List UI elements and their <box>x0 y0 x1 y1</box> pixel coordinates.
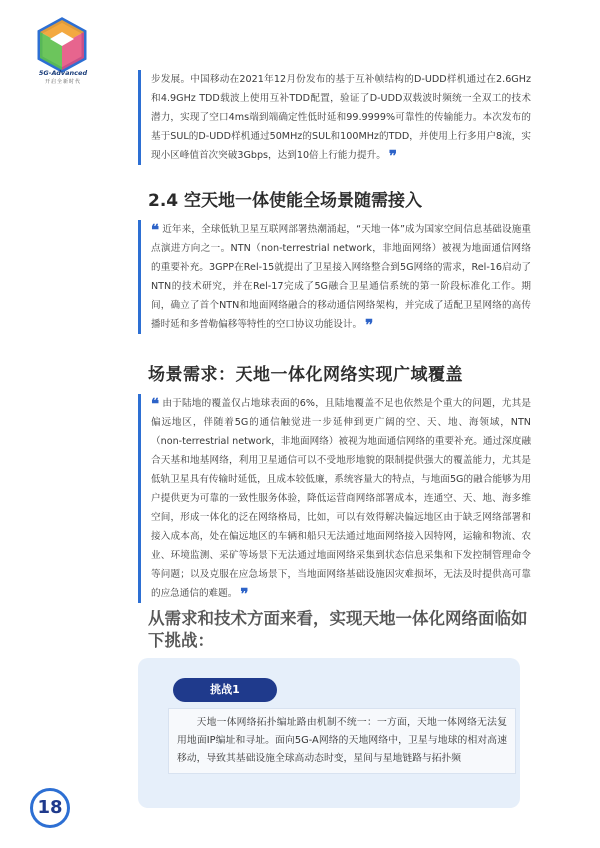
scene-paragraph <box>151 394 531 603</box>
close-quote-icon: ❞ <box>388 147 397 165</box>
logo-wordmark: 5G-Advanced <box>38 69 88 77</box>
intro-paragraph-text: 步发展。中国移动在2021年12月份发布的基于互补帧结构的D-UDD样机通过在2.6GHz和4.9GHz TDD载波上使用互补TDD配置，验证了D-UDD双载波时频统一全双工的技术潜力，实现了空口4ms端到端确定性低时延和99.9999%可靠性的传输能力。本次发布的基于SUL的D-UDD样机通过50MHz的SUL和100MHz的TDD，并使用上行多用户8流，实现小区峰值首次突破3Gbps，达到10倍上行能力提升。 <box>151 74 531 161</box>
ntn-paragraph <box>151 220 531 334</box>
page-number: 18 <box>30 788 70 828</box>
intro-paragraph-block <box>138 70 531 165</box>
scene-paragraph-block <box>138 394 531 603</box>
ntn-paragraph-text: 近年来，全球低轨卫星互联网部署热潮涌起，“天地一体”成为国家空间信息基础设施重点演进方向之一。NTN（non-terrestrial network，非地面网络）被视为地面通信网络的重要补充。3GPP在Rel-15就提出了卫星接入网络整合到5G网络的需求，Rel-16启动了NTN的技术研究，并在Rel-17完成了5G融合卫星通信系统的第一阶段标准化工作。期间，确立了首个NTN和地面网络融合的移动通信网络架构，并完成了适配卫星网络的高传播时延和多普勒偏移等特性的空口协议功能设计。 <box>151 224 531 330</box>
challenge-card <box>138 658 520 808</box>
close-quote-icon: ❞ <box>365 316 374 334</box>
challenge-badge: 挑战1 <box>173 678 277 702</box>
logo-tagline: 开启全新时代 <box>44 79 81 85</box>
intro-paragraph <box>151 70 531 165</box>
open-quote-icon: ❝ <box>151 221 160 239</box>
challenge-text: 天地一体网络拓扑编址路由机制不统一：一方面，天地一体网络无法复用地面IP编址和寻址。面向5G-A网络的天地网络中，卫星与地球的相对高速移动，导致其基础设施全球高动态时变，星间与星地链路与拓扑频 <box>168 708 516 774</box>
scene-heading: 场景需求：天地一体化网络实现广域覆盖 <box>148 365 463 385</box>
close-quote-icon: ❞ <box>240 585 249 603</box>
section-heading: 2.4 空天地一体使能全场景随需接入 <box>148 191 423 211</box>
open-quote-icon: ❝ <box>151 395 160 413</box>
scene-paragraph-text: 由于陆地的覆盖仅占地球表面的6%，且陆地覆盖不足也依然是个重大的问题，尤其是偏远地区，伴随着5G的通信触觉进一步延伸到更广阔的空、天、地、海领域，NTN（non-terrestrial network，非地面网络）被视为地面通信网络的重要补充。通过深度融合天基和地基网络，利用卫星通信可以不受地形地貌的限制提供强大的覆盖能力，尤其是低轨卫星具有传输时延低，且成本较低廉，系统容量大的特点，与地面5G的融合能够为用户提供更为可靠的一致性服务体验，降低运营商网络部署成本，连通空、天、地、海多维空间，形成一体化的泛在网络格局，比如，可以有效得解决偏远地区由于缺乏网络部署和接入成本高，处在偏远地区的车辆和船只无法通过地面网络接入因特网，运输和物流、农业、环境监测、采矿等场景下无法通过地面网络采集到状态信息采集和下发控制管理命令等问题；以及克服在应急场景下，当地面网络基础设施因灾难损坏，无法及时提供高可靠的应急通信的难题。 <box>151 398 531 599</box>
challenges-intro-heading: 从需求和技术方面来看，实现天地一体化网络面临如下挑战： <box>148 609 528 650</box>
ntn-paragraph-block <box>138 220 531 334</box>
